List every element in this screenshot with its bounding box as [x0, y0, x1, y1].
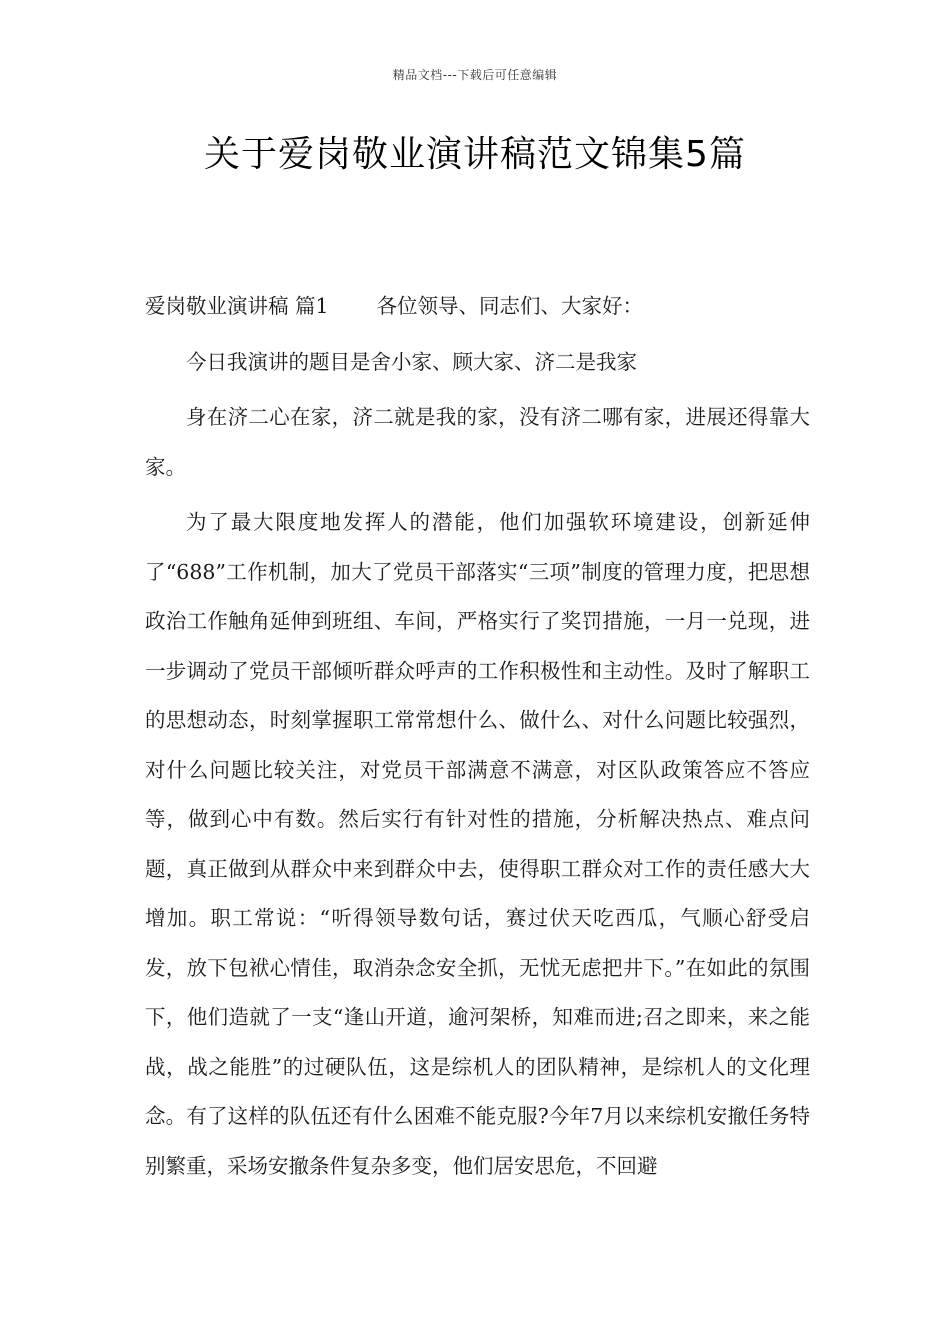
document-title: 关于爱岗敬业演讲稿范文锦集5篇 — [204, 134, 746, 175]
section-label: 爱岗敬业演讲稿 篇1 — [145, 294, 329, 318]
section-heading-line — [145, 282, 810, 332]
paragraph: 今日我演讲的题目是舍小家、顾大家、济二是我家 — [186, 349, 637, 374]
paragraph: 为了最大限度地发挥人的潜能，他们加强软环境建设，创新延伸了“688”工作机制，加大了党员干部落实“三项”制度的管理力度，把思想政治工作触角延伸到班组、车间，严格实行了奖罚措施，一月一兑现，进一步调动了党员干部倾听群众呼声的工作积极性和主动性。及时了解职工的思想动态，时刻掌握职工常常想什么、做什么、对什么问题比较强烈，对什么问题比较关注，对党员干部满意不满意，对区队政策答应不答应等，做到心中有数。然后实行有针对性的措施，分析解决热点、难点问题，真正做到从群众中来到群众中去，使得职工群众对工作的责任感大大增加。职工常说：“听得领导数句话，赛过伏天吃西瓜，气顺心舒受启发，放下包袱心情佳，取消杂念安全抓，无忧无虑把井下。”在如此的氛围下，他们造就了一支“逢山开道，逾河架桥，知难而进;召之即来，来之能战，战之能胜”的过硬队伍，这是综机人的团队精神，是综机人的文化理念。有了这样的队伍还有什么困难不能克服?今年7月以来综机安撤任务特别繁重，采场安撤条件复杂多变，他们居安思危，不回避 — [145, 510, 810, 1178]
paragraph: 身在济二心在家，济二就是我的家，没有济二哪有家，进展还得靠大家。 — [145, 405, 810, 479]
header-note: 精品文档---下载后可任意编辑 — [392, 68, 558, 82]
document-body — [145, 282, 810, 1197]
greeting: 各位领导、同志们、大家好： — [376, 294, 644, 318]
